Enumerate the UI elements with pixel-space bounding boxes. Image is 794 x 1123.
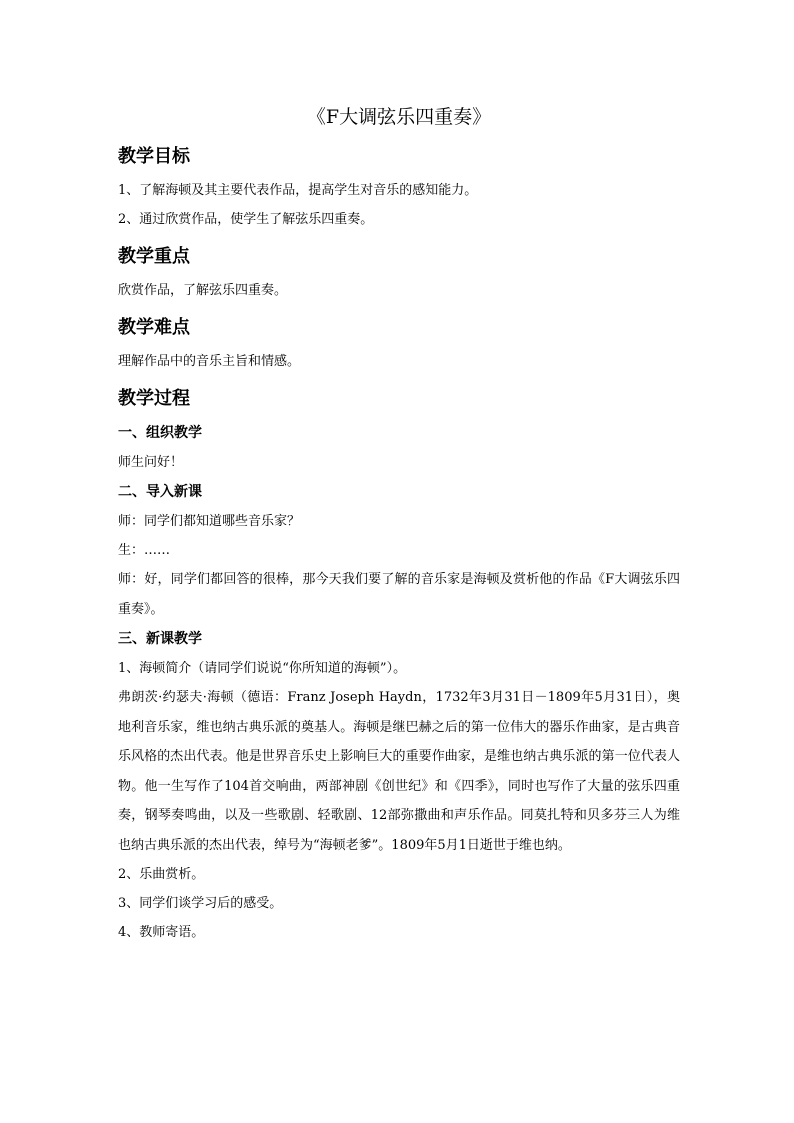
part2-line-2: 生：…… bbox=[118, 543, 171, 558]
part3-item-3: 3、同学们谈学习后的感受。 bbox=[118, 896, 283, 911]
document-content bbox=[118, 100, 680, 947]
goals-heading: 教学目标 bbox=[118, 146, 190, 167]
goal-item-2: 2、通过欣赏作品，使学生了解弦乐四重奏。 bbox=[118, 212, 374, 227]
goal-item-1: 1、了解海顿及其主要代表作品，提高学生对音乐的感知能力。 bbox=[118, 183, 478, 198]
difficulty-text: 理解作品中的音乐主旨和情感。 bbox=[118, 354, 301, 369]
part3-item-1: 1、海顿简介（请同学们说说“你所知道的海顿”）。 bbox=[118, 661, 407, 676]
difficulty-heading: 教学难点 bbox=[118, 317, 190, 338]
document-title: 《F大调弦乐四重奏》 bbox=[306, 106, 492, 128]
part2-line-3: 师：好，同学们都回答的很棒，那今天我们要了解的音乐家是海顿及赏析他的作品《F大调弦乐四重奏》。 bbox=[118, 572, 680, 617]
part1-heading: 一、组织教学 bbox=[118, 425, 202, 441]
key-heading: 教学重点 bbox=[118, 246, 190, 267]
part3-item-4: 4、教师寄语。 bbox=[118, 925, 205, 940]
part2-line-1: 师：同学们都知道哪些音乐家？ bbox=[118, 514, 301, 529]
part1-text: 师生问好！ bbox=[118, 455, 184, 470]
haydn-bio-paragraph: 弗朗茨·约瑟夫·海顿（德语：Franz Joseph Haydn，1732年3月31日－1809年5月31日），奥地利音乐家，维也纳古典乐派的奠基人。海顿是继巴赫之后的第一位伟大的器乐作曲家，是古典音乐风格的杰出代表。他是世界音乐史上影响巨大的重要作曲家，是维也纳古典乐派的第一位代表人物。他一生写作了104首交响曲，两部神剧《创世纪》和《四季》，同时也写作了大量的弦乐四重奏，钢琴奏鸣曲，以及一些歌剧、轻歌剧、12部弥撒曲和声乐作品。同莫扎特和贝多芬三人为维也纳古典乐派的杰出代表，绰号为“海顿老爹”。1809年5月1日逝世于维也纳。 bbox=[118, 690, 680, 853]
part2-heading: 二、导入新课 bbox=[118, 484, 202, 500]
part3-item-2: 2、乐曲赏析。 bbox=[118, 867, 205, 882]
process-heading: 教学过程 bbox=[118, 388, 190, 409]
part3-heading: 三、新课教学 bbox=[118, 631, 202, 647]
key-text: 欣赏作品，了解弦乐四重奏。 bbox=[118, 283, 288, 298]
